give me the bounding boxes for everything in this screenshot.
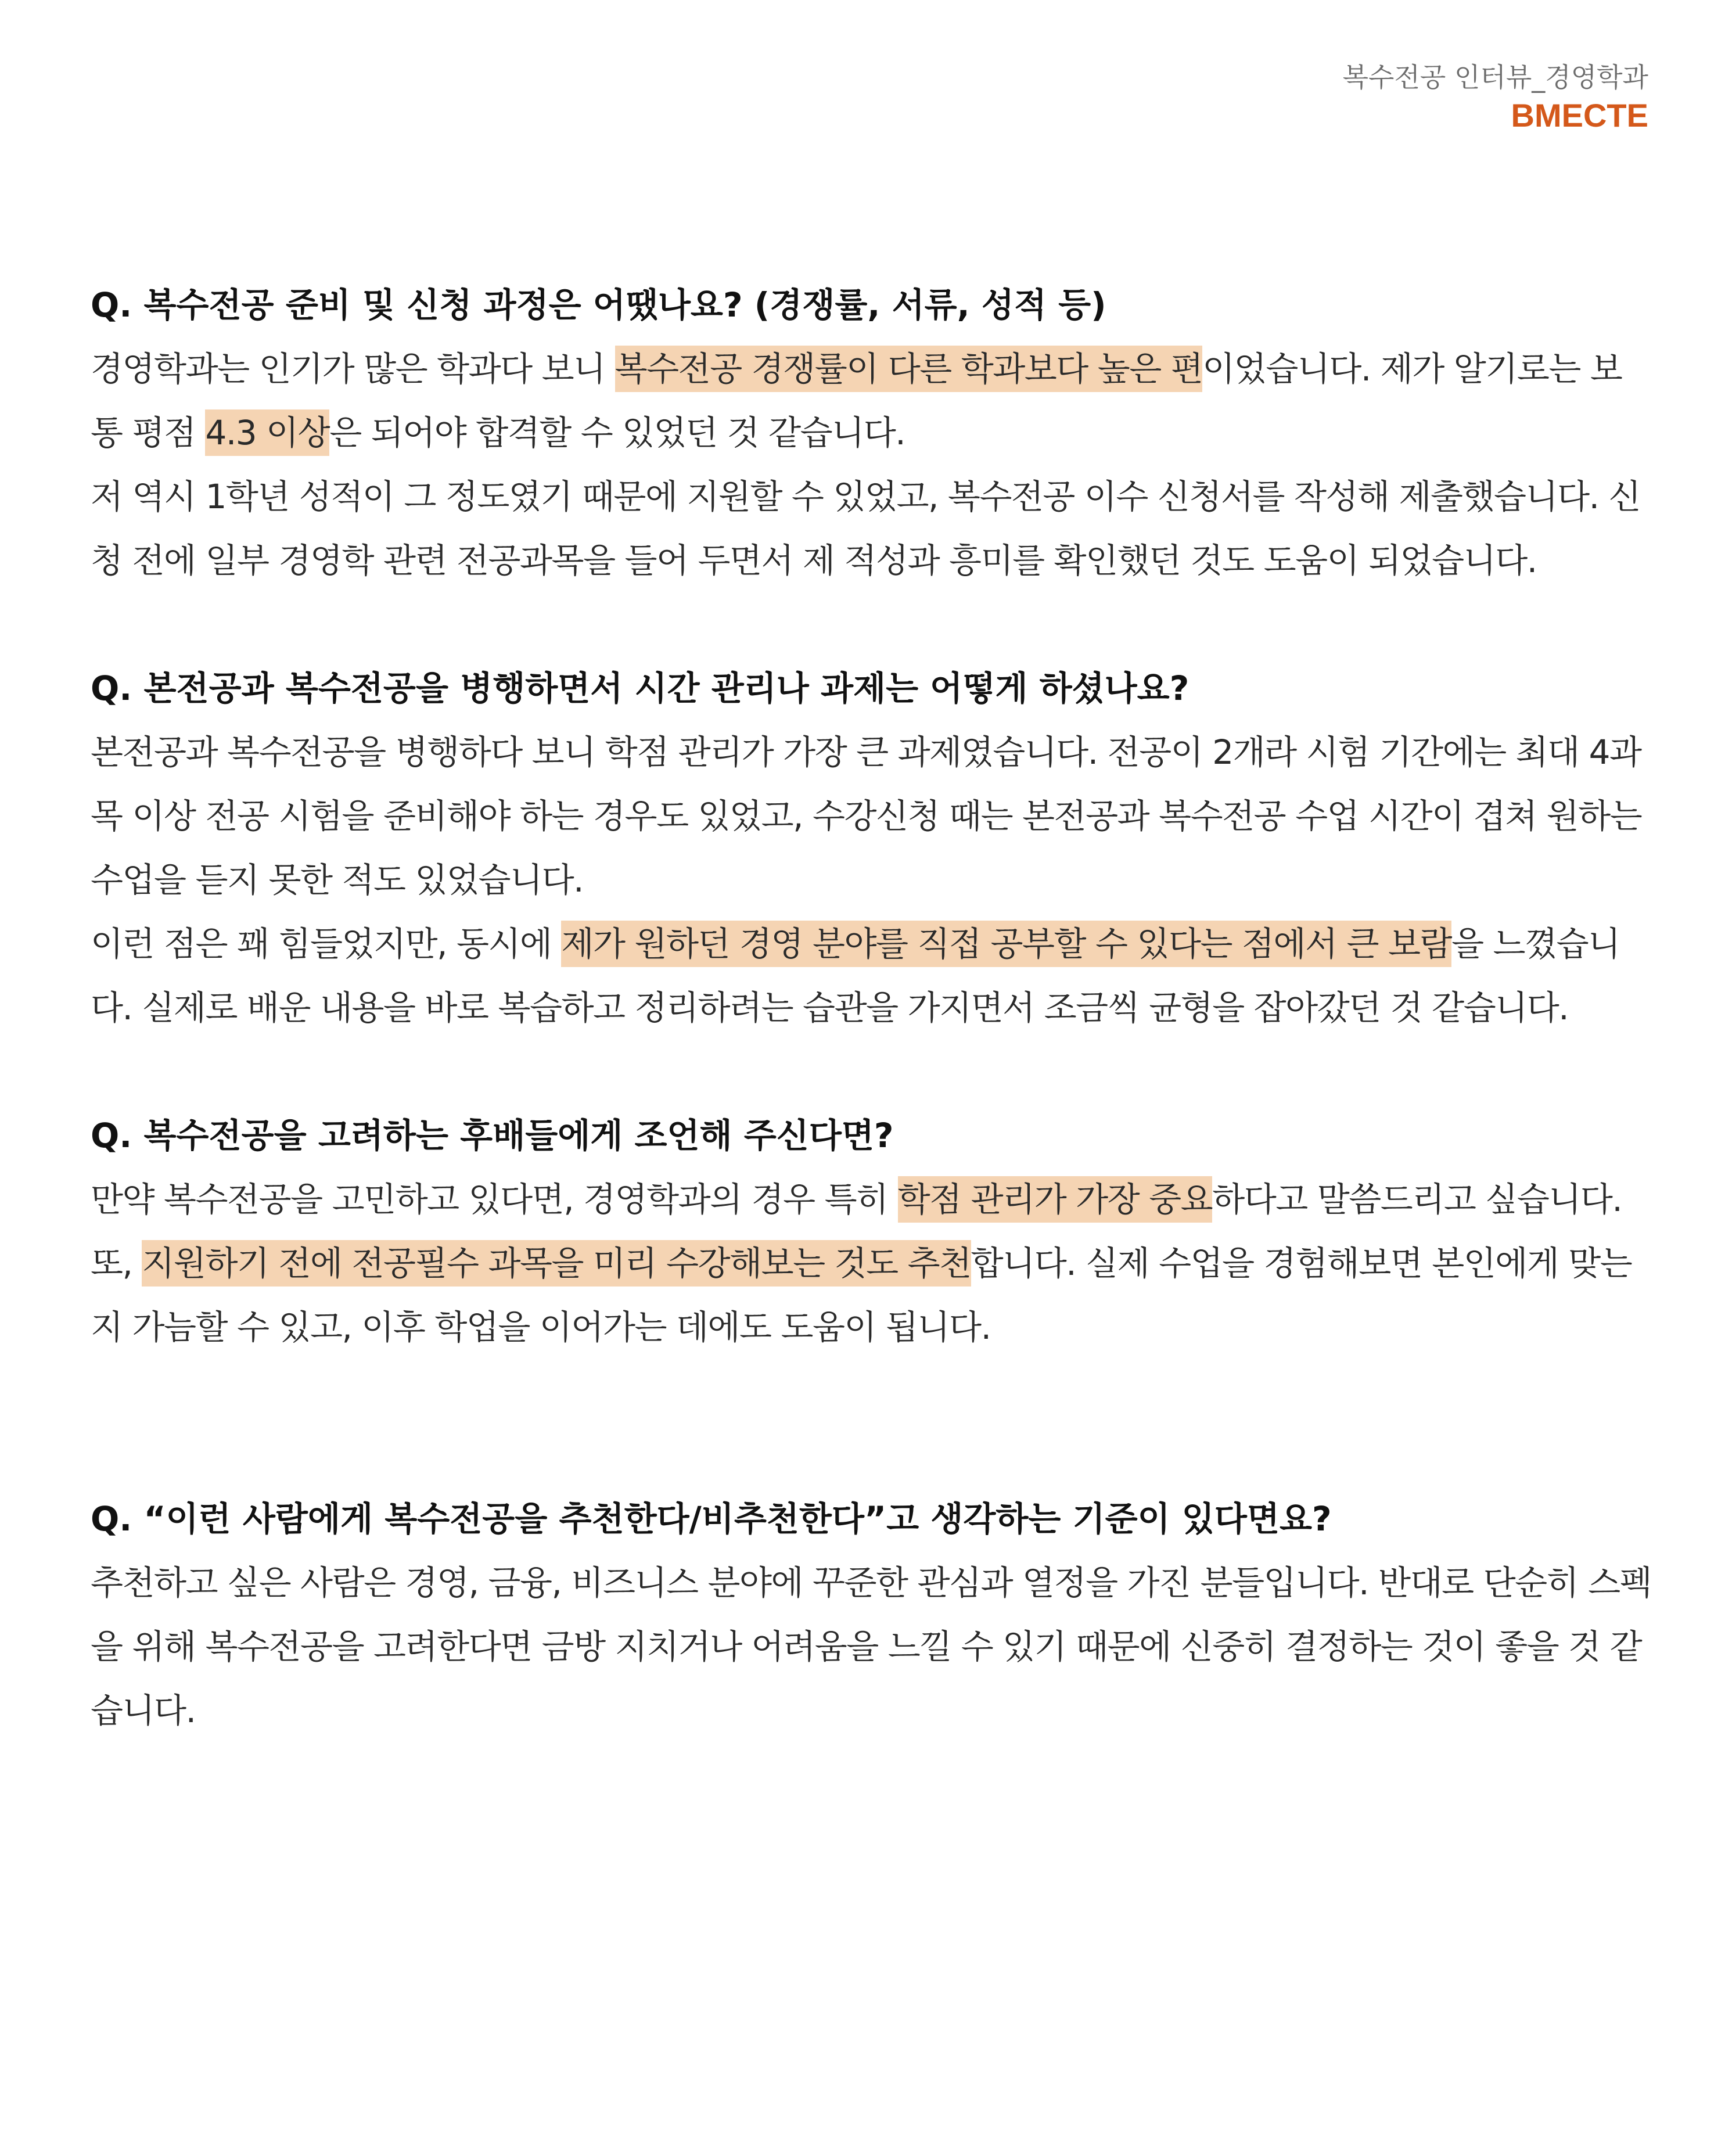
qa-block-2 [91,656,1653,1040]
answer-3-paragraph-2 [91,1231,1653,1359]
answer-text: 또, [91,1244,142,1283]
qa-block-4 [91,1487,1653,1742]
page-header [1343,58,1648,135]
header-subtitle: 복수전공 인터뷰_경영학과 [1342,62,1648,93]
highlighted-text: 4.3 이상 [205,409,329,456]
answer-1-paragraph-1 [91,337,1653,465]
section-spacer [91,1040,1653,1104]
question-3: Q. 복수전공을 고려하는 후배들에게 조언해 주신다면? [91,1116,894,1155]
highlighted-text: 복수전공 경쟁률이 다른 학과보다 높은 편 [615,346,1203,392]
question-1: Q. 복수전공 준비 및 신청 과정은 어땠나요? (경쟁률, 서류, 성적 등) [91,285,1106,325]
answer-text: 하다고 말씀드리고 싶습니다. [1212,1180,1622,1219]
question-2: Q. 본전공과 복수전공을 병행하면서 시간 관리나 과제는 어떻게 하셨나요? [91,669,1189,708]
section-spacer [91,1359,1653,1487]
answer-text: 을 느꼈습니다. 실제로 배운 내용을 바로 복습하고 정리하려는 습관을 가지면서 조금씩 균형을 잡아갔던 것 같습니다. [91,924,1620,1027]
answer-2-paragraph-1: 본전공과 복수전공을 병행하다 보니 학점 관리가 가장 큰 과제였습니다. 전공이 2개라 시험 기간에는 최대 4과목 이상 전공 시험을 준비해야 하는 경우도 있었고, 수강신청 때는 본전공과 복수전공 수업 시간이 겹쳐 원하는 수업을 듣지 못한 적도 있었습니다. [91,732,1642,900]
qa-block-1 [91,273,1653,592]
answer-text: 만약 복수전공을 고민하고 있다면, 경영학과의 경우 특히 [91,1180,898,1219]
qa-content [91,273,1653,1742]
qa-block-3 [91,1104,1653,1359]
answer-2-paragraph-2 [91,912,1653,1040]
section-spacer [91,592,1653,656]
highlighted-text: 학점 관리가 가장 중요 [898,1176,1213,1223]
answer-text: 이었습니다. 제가 알기로는 보통 평점 [91,349,1622,452]
highlighted-text: 제가 원하던 경영 분야를 직접 공부할 수 있다는 점에서 큰 보람 [561,921,1451,967]
answer-text: 이런 점은 꽤 힘들었지만, 동시에 [91,924,562,964]
brand-logo-text: BMECTE [1511,97,1648,134]
question-4: Q. “이런 사람에게 복수전공을 추천한다/비추천한다”고 생각하는 기준이 있다면요? [91,1499,1332,1539]
answer-text: 경영학과는 인기가 많은 학과다 보니 [91,349,615,389]
answer-3-paragraph-1 [91,1167,1653,1231]
answer-1-paragraph-2: 저 역시 1학년 성적이 그 정도였기 때문에 지원할 수 있었고, 복수전공 이수 신청서를 작성해 제출했습니다. 신청 전에 일부 경영학 관련 전공과목을 들어 두면서 제 적성과 흥미를 확인했던 것도 도움이 되었습니다. [91,477,1641,580]
answer-text: 합니다. 실제 수업을 경험해보면 본인에게 맞는지 가늠할 수 있고, 이후 학업을 이어가는 데에도 도움이 됩니다. [91,1244,1632,1347]
answer-4-paragraph-1: 추천하고 싶은 사람은 경영, 금융, 비즈니스 분야에 꾸준한 관심과 열정을 가진 분들입니다. 반대로 단순히 스펙을 위해 복수전공을 고려한다면 금방 지치거나 어려움을 느낄 수 있기 때문에 신중히 결정하는 것이 좋을 것 같습니다. [91,1563,1652,1730]
answer-text: 은 되어야 합격할 수 있었던 것 같습니다. [329,413,905,452]
highlighted-text: 지원하기 전에 전공필수 과목을 미리 수강해보는 것도 추천 [142,1240,971,1287]
